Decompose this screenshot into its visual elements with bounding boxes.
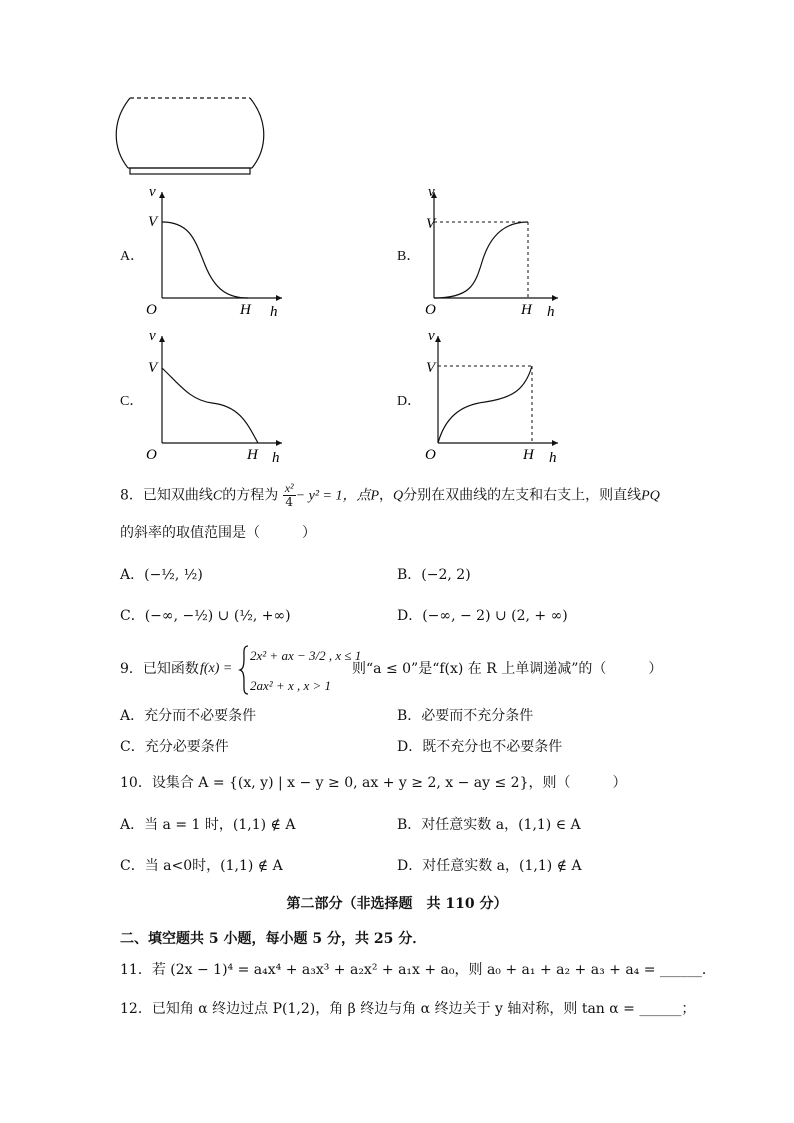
q11-text: 11．若 (2x − 1)⁴ = a₄x⁴ + a₃x³ + a₂x² + a₁x + a₀，则 a₀ + a₁ + a₂ + a₃ + a₄ = ______． (120, 962, 716, 978)
q8-equation-rest: − y² = 1，点 (295, 488, 371, 504)
q10-option-c: C．当 a<0时，(1,1) ∉ A (120, 858, 283, 874)
q10-option-d: D．对任意实数 a，(1,1) ∉ A (397, 858, 582, 874)
graph-d-O-label: O (425, 447, 436, 463)
q8-prefix: 8．已知双曲线 (120, 487, 213, 504)
figure-option-a: A． (120, 249, 145, 264)
q10-option-a: A．当 a = 1 时，(1,1) ∉ A (120, 817, 296, 833)
q9-prefix: 9．已知函数 (120, 661, 199, 677)
q9-condition: 则“a ≤ 0”是“f(x) 在 R 上单调递减”的（ ） (352, 661, 663, 677)
q8-curve-name: C (212, 488, 223, 504)
q8-option-a: A．(−½, ½) (120, 567, 203, 583)
graph-b-H-label: H (521, 302, 532, 318)
q8-option-d: D．(−∞, − 2) ∪ (2, + ∞) (397, 608, 568, 624)
q8-text-e: 分别在双曲线的左支和右支上，则直线 (403, 487, 642, 504)
graph-b-V-label: V (426, 216, 436, 232)
q8-line1 (120, 482, 660, 509)
q8-option-c: C．(−∞, −½) ∪ (½, +∞) (120, 608, 291, 624)
q9-option-d: D．既不充分也不必要条件 (397, 739, 563, 755)
graph-a-v-label: v (149, 184, 156, 200)
q10-option-b: B．对任意实数 a，(1,1) ∈ A (397, 817, 581, 833)
graph-c (146, 328, 282, 466)
graph-a-V-label: V (148, 214, 158, 230)
graph-d-h-label: h (549, 450, 557, 466)
graph-c-O-label: O (146, 447, 157, 463)
vessel-figure (116, 98, 264, 174)
q8-frac-num: x² (284, 481, 294, 495)
part2-title: 第二部分（非选择题 共 110 分） (286, 896, 508, 912)
q8-line-pq: PQ (641, 488, 660, 504)
q8-point-p: P (370, 488, 380, 504)
graph-b (425, 184, 558, 320)
q9-brace-icon (238, 644, 250, 696)
graph-c-V-label: V (148, 360, 158, 376)
graph-a-O-label: O (146, 302, 157, 318)
q9-function-name: f(x) = (200, 661, 233, 676)
graph-c-H-label: H (247, 447, 258, 463)
figure-option-c: C． (120, 394, 144, 409)
graph-c-v-label: v (149, 328, 156, 344)
graph-c-h-label: h (272, 450, 280, 466)
figure-option-b: B． (397, 249, 421, 264)
graph-a (146, 184, 282, 320)
q8-point-q: Q (393, 488, 404, 504)
q9-case-1: 2x² + ax − 3/2 , x ≤ 1 (250, 648, 362, 663)
figure-option-d: D． (397, 394, 422, 409)
graph-d-H-label: H (523, 447, 534, 463)
q9-case-2: 2ax² + x , x > 1 (250, 678, 332, 693)
q8-fraction (283, 482, 296, 509)
q8-frac-den: 4 (285, 495, 293, 509)
q9-option-c: C．充分必要条件 (120, 739, 229, 755)
q8-line2: 的斜率的取值范围是（ ） (120, 525, 316, 541)
graph-d-V-label: V (426, 360, 436, 376)
graph-d-v-label: v (428, 328, 435, 344)
q9-option-b: B．必要而不充分条件 (397, 708, 534, 724)
graph-b-v-label: v (428, 184, 435, 200)
q8-text-b: 的方程为 (222, 487, 279, 504)
graph-b-h-label: h (547, 304, 555, 320)
q8-comma: ， (379, 487, 394, 504)
graph-b-O-label: O (425, 302, 436, 318)
section-fill-in-heading: 二、填空题共 5 小题，每小题 5 分，共 25 分． (120, 931, 427, 947)
graph-a-h-label: h (270, 304, 278, 320)
q10-stem: 10．设集合 A = {(x, y) | x − y ≥ 0, ax + y ≥ 2, x − ay ≤ 2}，则（ ） (120, 775, 627, 791)
graph-a-H-label: H (240, 302, 251, 318)
q9-option-a: A．充分而不必要条件 (120, 708, 257, 724)
graph-d (425, 328, 558, 466)
q8-option-b: B．(−2, 2) (397, 567, 471, 583)
q12-text: 12．已知角 α 终边过点 P(1,2)，角 β 终边与角 α 终边关于 y 轴对称，则 tan α = ______； (120, 1001, 696, 1017)
